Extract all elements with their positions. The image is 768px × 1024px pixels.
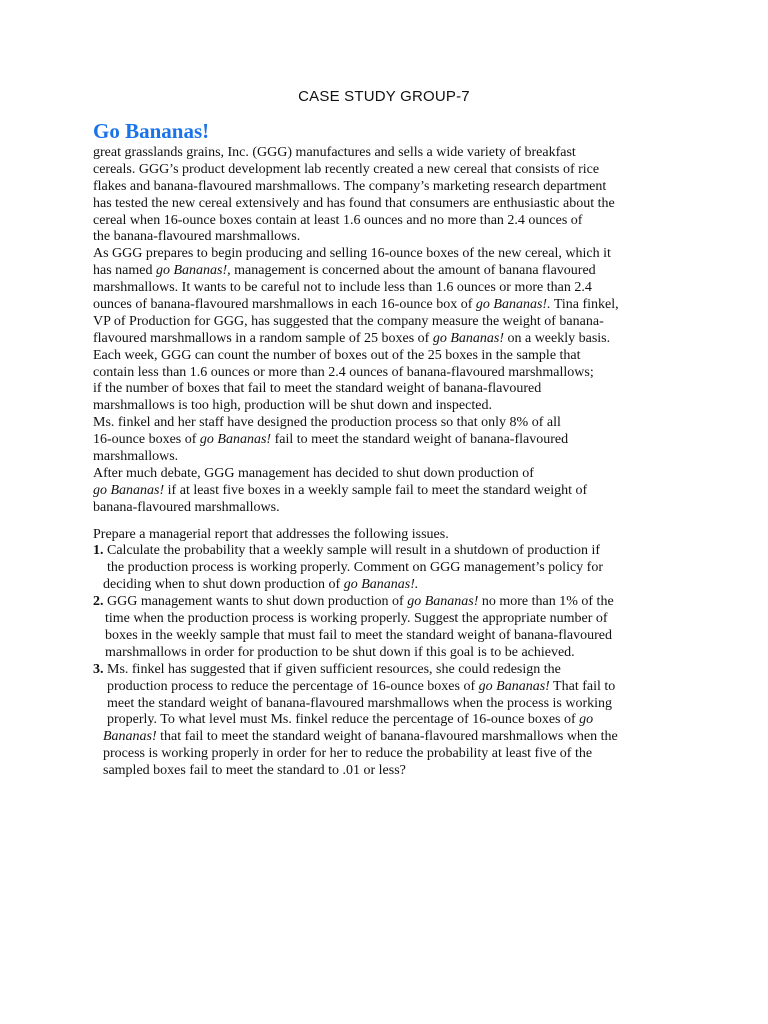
question-2-line: 2. GGG management wants to shut down production of go Bananas! no more than 1% of the: [93, 594, 614, 610]
question-1-line: deciding when to shut down production of go Bananas!.: [103, 577, 419, 593]
question-number: 2.: [93, 594, 104, 610]
product-name: go Bananas!: [93, 482, 165, 498]
product-name: go: [579, 712, 594, 728]
product-name: go Bananas!: [199, 432, 272, 448]
paragraph-3-line: 16-ounce boxes of go Bananas! fail to meet the standard weight of banana-flavoured: [93, 432, 569, 448]
product-name: Bananas!: [103, 729, 157, 745]
question-2-line: marshmallows in order for production to be shut down if this goal is to be achieved.: [105, 644, 575, 660]
product-name: go Bananas!: [432, 330, 504, 346]
paragraph-2-line: flavoured marshmallows in a random sample of 25 boxes of go Bananas! on a weekly basis.: [93, 330, 611, 346]
paragraph-4-line: go Bananas! if at least five boxes in a weekly sample fail to meet the standard weight of: [93, 482, 588, 498]
question-number: 3.: [93, 661, 104, 677]
paragraph-1-line: cereal when 16-ounce boxes contain at least 1.6 ounces and no more than 2.4 ounces of: [93, 212, 583, 228]
question-3-line: Bananas! that fail to meet the standard weight of banana-flavoured marshmallows when the: [103, 729, 618, 745]
paragraph-2-line: if the number of boxes that fail to meet the standard weight of banana-flavoured: [93, 381, 542, 397]
page-header: CASE STUDY GROUP-7: [298, 88, 470, 105]
paragraph-gap: [93, 517, 683, 527]
product-name: go Bananas!: [407, 594, 479, 610]
document-body: [93, 145, 683, 780]
paragraph-1-line: the banana-flavoured marshmallows.: [93, 229, 301, 245]
paragraph-2-line: ounces of banana-flavoured marshmallows in each 16-ounce box of go Bananas!. Tina finkel,: [93, 297, 619, 313]
question-3-line: meet the standard weight of banana-flavoured marshmallows when the process is working: [107, 695, 613, 711]
question-3-line: sampled boxes fail to meet the standard to .01 or less?: [103, 763, 406, 779]
product-name: go Bananas!: [155, 263, 228, 279]
paragraph-1-line: cereals. GGG’s product development lab recently created a new cereal that consists of rice: [93, 161, 600, 177]
question-3-line: process is working properly in order for her to reduce the probability at least five of the: [103, 746, 593, 762]
paragraph-2-line: VP of Production for GGG, has suggested that the company measure the weight of banana-: [93, 313, 604, 329]
product-name: go Bananas!.: [475, 297, 551, 313]
question-3-line: properly. To what level must Ms. finkel reduce the percentage of 16-ounce boxes of go: [107, 712, 594, 728]
paragraph-2-line: Each week, GGG can count the number of boxes out of the 25 boxes in the sample that: [93, 347, 581, 363]
paragraph-2-line: marshmallows is too high, production will be shut down and inspected.: [93, 398, 492, 414]
paragraph-3-line: marshmallows.: [93, 449, 179, 465]
product-name: go Bananas!: [478, 678, 550, 694]
paragraph-1-line: flakes and banana-flavoured marshmallows. The company’s marketing research department: [93, 178, 607, 194]
question-1-line: the production process is working properly. Comment on GGG management’s policy for: [107, 560, 603, 576]
product-name: go Bananas!.: [343, 577, 419, 593]
question-number: 1.: [93, 543, 104, 559]
paragraph-2-line: As GGG prepares to begin producing and selling 16-ounce boxes of the new cereal, which it: [93, 246, 611, 262]
paragraph-2-line: has named go Bananas!, management is concerned about the amount of banana flavoured: [93, 263, 596, 279]
paragraph-3-line: Ms. finkel and her staff have designed the production process so that only 8% of all: [93, 415, 561, 431]
paragraph-1-line: has tested the new cereal extensively and has found that consumers are enthusiastic about the: [93, 195, 615, 211]
paragraph-4-line: banana-flavoured marshmallows.: [93, 499, 280, 515]
report-intro: Prepare a managerial report that addresses the following issues.: [93, 526, 449, 542]
question-1-line: 1. Calculate the probability that a weekly sample will result in a shutdown of production if: [93, 543, 600, 559]
paragraph-4-line: After much debate, GGG management has decided to shut down production of: [93, 465, 534, 481]
paragraph-2-line: contain less than 1.6 ounces or more than 2.4 ounces of banana-flavoured marshmallows;: [93, 364, 594, 380]
question-3-line: 3. Ms. finkel has suggested that if given sufficient resources, she could redesign the: [93, 661, 561, 677]
question-3-line: production process to reduce the percentage of 16-ounce boxes of go Bananas! That fail to: [107, 678, 616, 694]
question-2-line: time when the production process is working properly. Suggest the appropriate number of: [105, 611, 608, 627]
question-2-line: boxes in the weekly sample that must fail to meet the standard weight of banana-flavoured: [105, 627, 612, 643]
paragraph-2-line: marshmallows. It wants to be careful not to include less than 1.6 ounces or more than 2.4: [93, 280, 592, 296]
document-title: Go Bananas!: [93, 119, 210, 143]
paragraph-1-line: great grasslands grains, Inc. (GGG) manufactures and sells a wide variety of breakfast: [93, 145, 576, 160]
